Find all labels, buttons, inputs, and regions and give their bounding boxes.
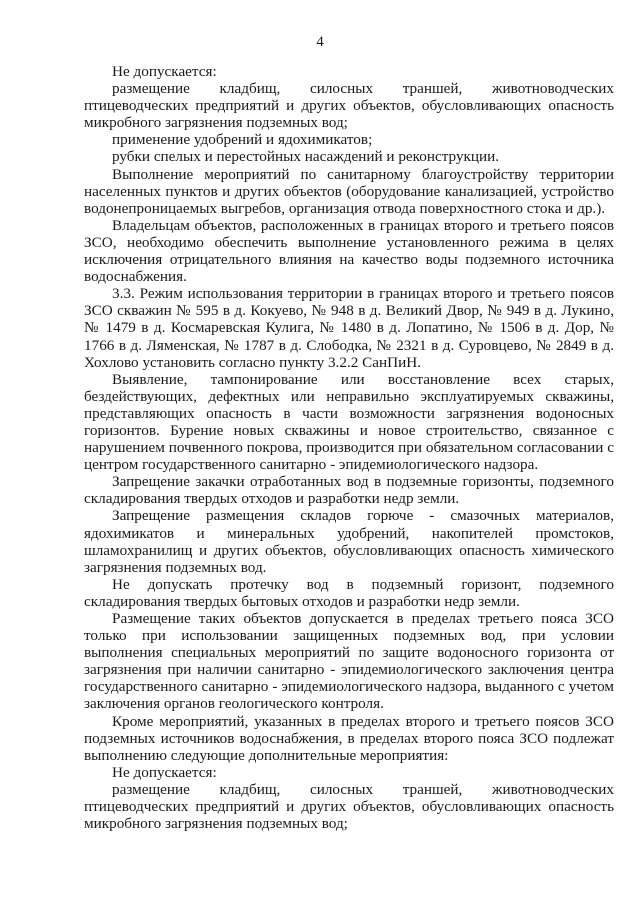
page-number: 4 (316, 34, 324, 50)
paragraph: применение удобрений и ядохимикатов; (112, 131, 373, 149)
paragraph: 3.3. Режим использования территории в границах второго и третьего поясов ЗСО скважин № 595 в д. Кокуево, № 948 в д. Великий Двор, № 949 в д. Лукино, № 1479 в д. Космаревская Кулига, № 1480 в д. Лопатино, № 1506 в д. Дор, № 1766 в д. Ляменская, № 1787 в д. Слободка, № 2321 в д. Суровцево, № 2849 в д. Хохлово установить согласно пункту 3.2.2 СанПиН. (84, 285, 614, 371)
paragraph: Запрещение закачки отработанных вод в подземные горизонты, подземного складирования твердых отходов и разработки недр земли. (84, 473, 614, 508)
paragraph: Не допускать протечку вод в подземный горизонт, подземного складирования твердых бытовых отходов и разработки недр земли. (84, 575, 614, 610)
paragraph: Кроме мероприятий, указанных в пределах второго и третьего поясов ЗСО подземных источников водоснабжения, в пределах второго пояса ЗСО подлежат выполнению следующие дополнительные мероприятия: (84, 712, 614, 764)
paragraph: Владельцам объектов, расположенных в границах второго и третьего поясов ЗСО, необходимо обеспечить выполнение установленного режима в целях исключения отрицательного влияния на качество воды подземного источника водоснабжения. (84, 216, 614, 286)
paragraph: Запрещение размещения складов горюче - смазочных материалов, ядохимикатов и минеральных удобрений, накопителей промстоков, шламохранилищ и других объектов, обусловливающих опасность химического загрязнения подземных вод. (84, 507, 614, 576)
paragraph: Выполнение мероприятий по санитарному благоустройству территории населенных пунктов и других объектов (оборудование канализацией, устройство водонепроницаемых выгребов, организация отвода поверхностного стока и др.). (84, 165, 614, 217)
document-body (84, 63, 614, 832)
paragraph: размещение кладбищ, силосных траншей, животноводческих птицеводческих предприятий и других объектов, обусловливающих опасность микробного загрязнения подземных вод; (84, 780, 614, 833)
paragraph: Выявление, тампонирование или восстановление всех старых, бездействующих, дефектных или неправильно эксплуатируемых скважины, представляющих опасность в части возможности загрязнения водоносных горизонтов. Бурение новых скважины и новое строительство, связанное с нарушением почвенного покрова, производится при обязательном согласовании с центром государственного санитарно - эпидемиологического надзора. (84, 370, 614, 474)
paragraph: размещение кладбищ, силосных траншей, животноводческих птицеводческих предприятий и других объектов, обусловливающих опасность микробного загрязнения подземных вод; (84, 80, 614, 132)
paragraph: Размещение таких объектов допускается в пределах третьего пояса ЗСО только при использовании защищенных подземных вод, при условии выполнения специальных мероприятий по защите водоносного горизонта от загрязнения при наличии санитарно - эпидемиологического заключения центра государственного санитарно - эпидемиологического надзора, выданного с учетом заключения органов геологического контроля. (84, 610, 614, 713)
paragraph: рубки спелых и перестойных насаждений и реконструкции. (112, 148, 500, 166)
paragraph: Не допускается: (112, 63, 217, 80)
paragraph: Не допускается: (112, 763, 217, 781)
